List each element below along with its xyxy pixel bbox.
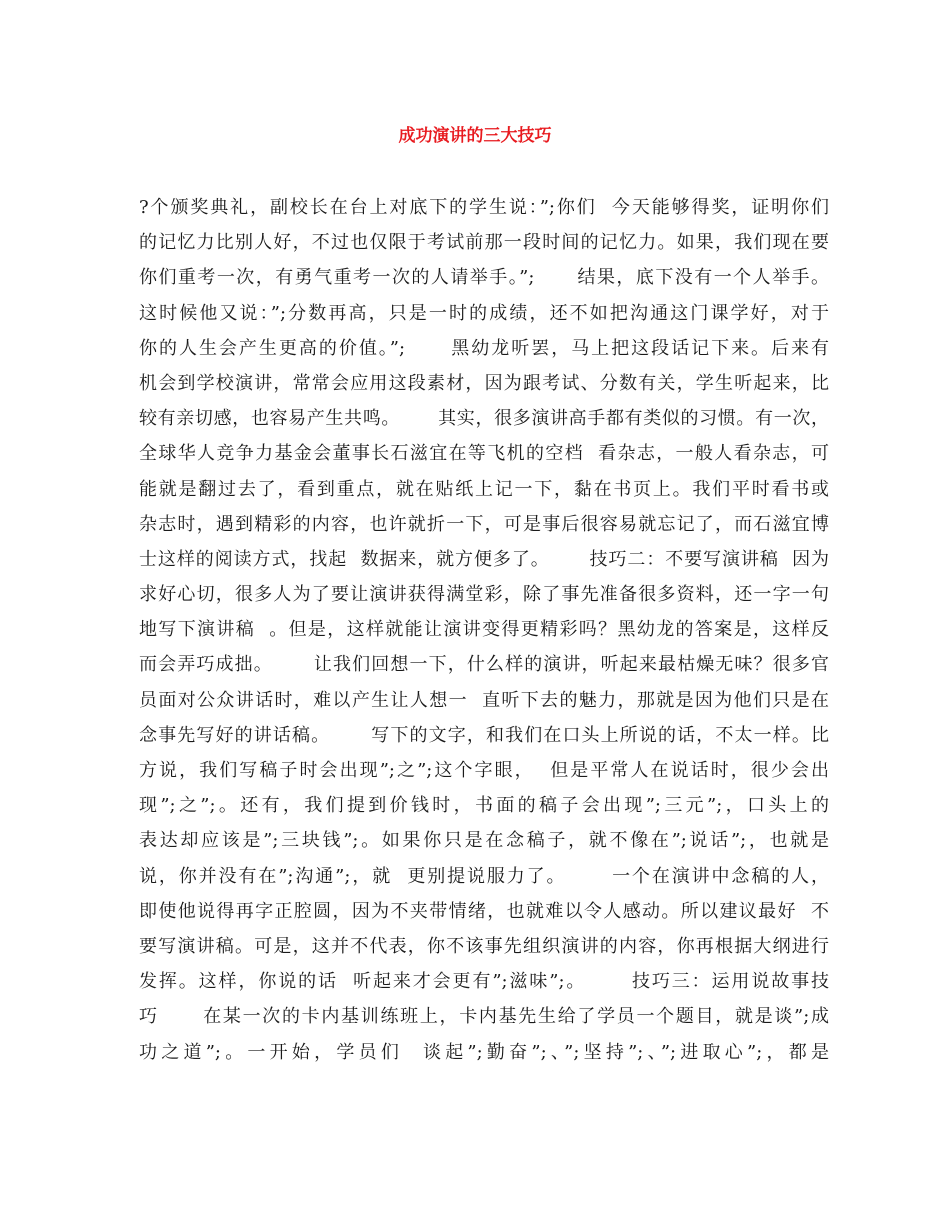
body-line: 你们重考一次，有勇气重考一次的人请举手。”; 结果，底下没有一个人举手。 bbox=[139, 267, 829, 289]
body-line: 发挥。这样，你说的话 听起来才会更有”;滋味”;。 技巧三：运用说故事技 bbox=[139, 971, 829, 993]
body-line: 你的人生会产生更高的价值。”; 黑幼龙听罢，马上把这段话记下来。后来有 bbox=[139, 337, 829, 359]
body-line: 全球华人竞争力基金会董事长石滋宜在等飞机的空档 看杂志，一般人看杂志，可 bbox=[139, 443, 829, 465]
body-line: 较有亲切感，也容易产生共鸣。 其实，很多演讲高手都有类似的习惯。有一次， bbox=[139, 408, 829, 430]
document-body bbox=[139, 190, 829, 1070]
body-line: 这时候他又说：”;分数再高，只是一时的成绩，还不如把沟通这门课学好，对于 bbox=[139, 302, 829, 324]
body-line: 士这样的阅读方式，找起 数据来，就方便多了。 技巧二：不要写演讲稿 因为 bbox=[139, 548, 829, 570]
body-line: 即使他说得再字正腔圆，因为不夹带情绪，也就难以令人感动。所以建议最好 不 bbox=[139, 900, 829, 922]
body-line: 杂志时，遇到精彩的内容，也许就折一下，可是事后很容易就忘记了，而石滋宜博 bbox=[139, 513, 829, 535]
body-line: 求好心切，很多人为了要让演讲获得满堂彩，除了事先准备很多资料，还一字一句 bbox=[139, 584, 829, 606]
body-line: 能就是翻过去了，看到重点，就在贴纸上记一下，黏在书页上。我们平时看书或 bbox=[139, 478, 829, 500]
body-line: 方说，我们写稿子时会出现”;之”;这个字眼， 但是平常人在说话时，很少会出 bbox=[139, 760, 829, 781]
body-line: 员面对公众讲话时，难以产生让人想一 直听下去的魅力，那就是因为他们只是在 bbox=[139, 689, 829, 711]
body-line: 巧 在某一次的卡内基训练班上，卡内基先生给了学员一个题目，就是谈”;成 bbox=[139, 1006, 829, 1028]
body-line: 念事先写好的讲话稿。 写下的文字，和我们在口头上所说的话，不太一样。比 bbox=[139, 724, 829, 746]
body-line: 要写演讲稿。可是，这并不代表，你不该事先组织演讲的内容，你再根据大纲进行 bbox=[139, 935, 829, 957]
body-line: 功之道”;。一开始，学员们 谈起”;勤奋”;、”;坚持”;、”;进取心”;，都是 bbox=[139, 1041, 829, 1063]
body-line: ?个颁奖典礼，副校长在台上对底下的学生说：”;你们 今天能够得奖，证明你们 bbox=[139, 197, 829, 218]
body-line: 说，你并没有在”;沟通”;，就 更别提说服力了。 一个在演讲中念稿的人， bbox=[139, 865, 829, 887]
body-line: 而会弄巧成拙。 让我们回想一下，什么样的演讲，听起来最枯燥无味？很多官 bbox=[139, 654, 829, 676]
body-line: 地写下演讲稿 。但是，这样就能让演讲变得更精彩吗？黑幼龙的答案是，这样反 bbox=[139, 619, 829, 641]
body-line: 现”;之”;。还有，我们提到价钱时，书面的稿子会出现”;三元”;，口头上的 bbox=[139, 795, 829, 817]
body-line: 表达却应该是”;三块钱”;。如果你只是在念稿子，就不像在”;说话”;，也就是 bbox=[139, 830, 829, 852]
document-title: 成功演讲的三大技巧 bbox=[398, 126, 552, 146]
body-line: 的记忆力比别人好，不过也仅限于考试前那一段时间的记忆力。如果，我们现在要 bbox=[139, 232, 829, 254]
body-line: 机会到学校演讲，常常会应用这段素材，因为跟考试、分数有关，学生听起来，比 bbox=[139, 372, 829, 394]
